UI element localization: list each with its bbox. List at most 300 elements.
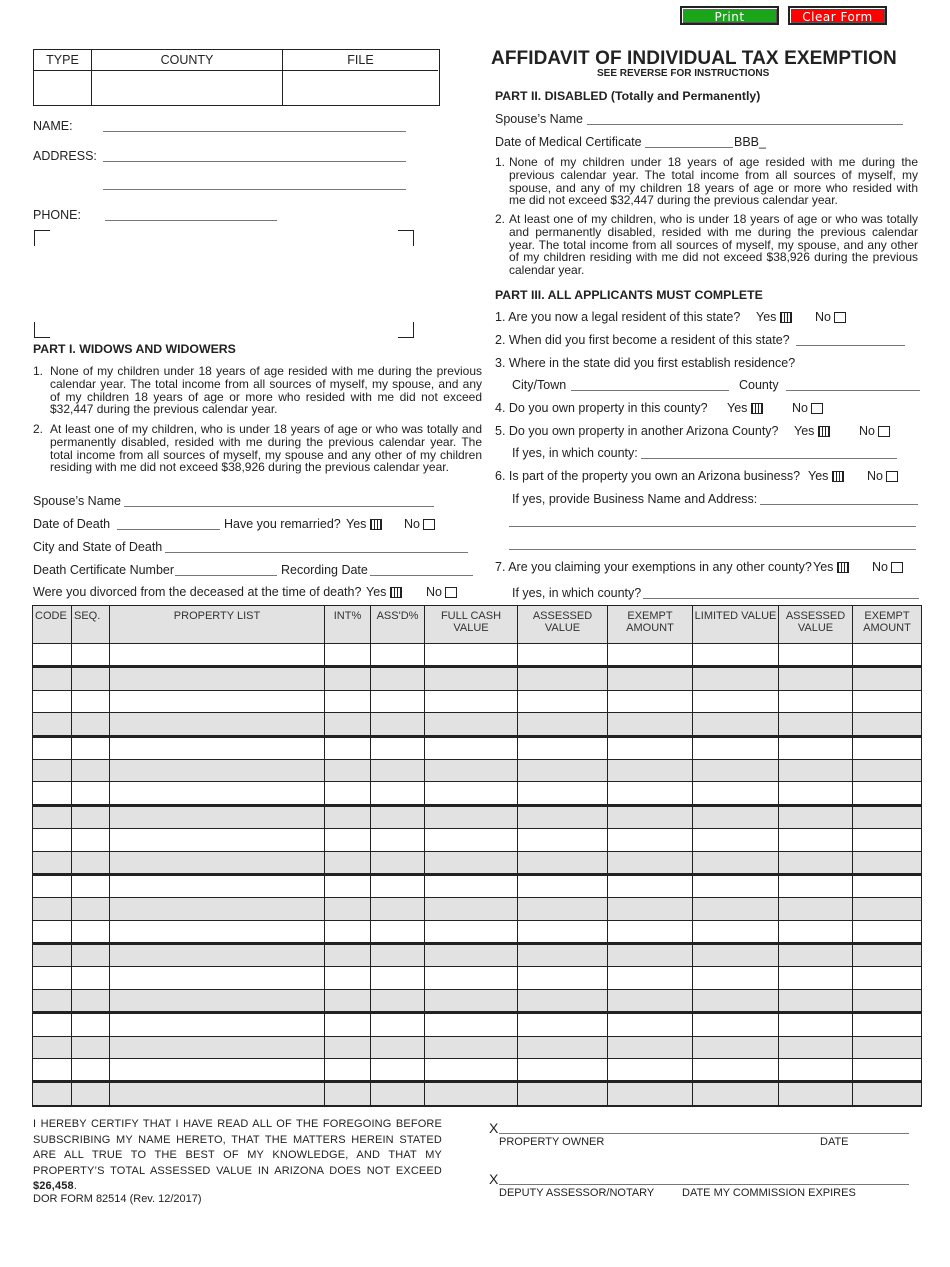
table-cell[interactable]: [110, 944, 325, 967]
file-field[interactable]: [283, 71, 438, 105]
table-cell[interactable]: [325, 690, 371, 712]
business-field-2[interactable]: [509, 526, 916, 527]
clear-form-button[interactable]: Clear Form: [788, 6, 887, 25]
table-cell[interactable]: [425, 644, 518, 667]
table-cell[interactable]: [72, 1059, 110, 1082]
table-cell[interactable]: [72, 944, 110, 967]
table-cell[interactable]: [72, 1013, 110, 1036]
table-cell[interactable]: [72, 1036, 110, 1058]
table-cell[interactable]: [110, 805, 325, 828]
table-cell[interactable]: [518, 920, 608, 943]
table-cell[interactable]: [693, 1059, 779, 1082]
table-cell[interactable]: [33, 690, 72, 712]
table-cell[interactable]: [425, 920, 518, 943]
q7-county-field[interactable]: [643, 598, 919, 599]
table-cell[interactable]: [371, 759, 425, 781]
table-cell[interactable]: [693, 805, 779, 828]
q5-no-checkbox[interactable]: [878, 426, 890, 437]
table-cell[interactable]: [72, 874, 110, 897]
table-cell[interactable]: [853, 874, 922, 897]
table-cell[interactable]: [371, 920, 425, 943]
table-cell[interactable]: [110, 851, 325, 874]
table-cell[interactable]: [608, 1013, 693, 1036]
table-cell[interactable]: [110, 898, 325, 920]
commission-expires-label: DATE MY COMMISSION EXPIRES: [682, 1187, 856, 1199]
table-cell[interactable]: [33, 713, 72, 736]
name-field[interactable]: [103, 131, 406, 132]
table-cell[interactable]: [371, 829, 425, 851]
table-cell[interactable]: [72, 967, 110, 989]
table-cell[interactable]: [853, 736, 922, 759]
table-cell[interactable]: [779, 782, 853, 805]
table-cell[interactable]: [72, 851, 110, 874]
table-cell[interactable]: [693, 713, 779, 736]
table-cell[interactable]: [518, 967, 608, 989]
table-cell[interactable]: [33, 667, 72, 690]
table-cell[interactable]: [371, 989, 425, 1012]
table-cell[interactable]: [693, 667, 779, 690]
table-cell[interactable]: [608, 920, 693, 943]
table-cell[interactable]: [110, 1082, 325, 1106]
print-button[interactable]: Print: [680, 6, 779, 25]
table-cell[interactable]: [608, 967, 693, 989]
divorced-no-checkbox[interactable]: [445, 587, 457, 598]
table-row: [33, 920, 922, 943]
table-cell[interactable]: [518, 644, 608, 667]
table-cell[interactable]: [325, 898, 371, 920]
table-cell[interactable]: [425, 944, 518, 967]
table-cell[interactable]: [518, 713, 608, 736]
table-cell[interactable]: [779, 967, 853, 989]
table-cell[interactable]: [110, 667, 325, 690]
table-cell[interactable]: [325, 667, 371, 690]
table-cell[interactable]: [325, 782, 371, 805]
table-cell[interactable]: [518, 874, 608, 897]
q3-label: 3. Where in the state did you first establish residence?: [495, 356, 796, 370]
q5-county-field[interactable]: [641, 458, 897, 459]
q1-yes-checkbox[interactable]: [780, 312, 792, 323]
table-row: [33, 898, 922, 920]
table-cell[interactable]: [72, 713, 110, 736]
table-cell[interactable]: [110, 644, 325, 667]
table-cell[interactable]: [325, 713, 371, 736]
table-cell[interactable]: [608, 1059, 693, 1082]
table-cell[interactable]: [608, 989, 693, 1012]
city-state-death-field[interactable]: [165, 552, 468, 553]
death-certificate-field[interactable]: [175, 575, 277, 576]
table-cell[interactable]: [608, 874, 693, 897]
recording-date-field[interactable]: [370, 575, 473, 576]
table-cell[interactable]: [110, 829, 325, 851]
table-cell[interactable]: [33, 829, 72, 851]
table-cell[interactable]: [325, 920, 371, 943]
table-cell[interactable]: [853, 1013, 922, 1036]
q6-yes-checkbox[interactable]: [832, 471, 844, 482]
table-cell[interactable]: [693, 644, 779, 667]
table-row: [33, 644, 922, 667]
table-cell[interactable]: [33, 1013, 72, 1036]
table-cell[interactable]: [779, 644, 853, 667]
table-cell[interactable]: [371, 805, 425, 828]
table-cell[interactable]: [779, 690, 853, 712]
table-cell[interactable]: [693, 967, 779, 989]
table-cell[interactable]: [110, 1036, 325, 1058]
table-cell[interactable]: [853, 690, 922, 712]
table-cell[interactable]: [72, 690, 110, 712]
table-cell[interactable]: [371, 944, 425, 967]
q4-no-checkbox[interactable]: [811, 403, 823, 414]
table-cell[interactable]: [33, 874, 72, 897]
q2-field[interactable]: [796, 345, 905, 346]
table-cell[interactable]: [518, 989, 608, 1012]
table-cell[interactable]: [608, 1082, 693, 1106]
table-cell[interactable]: [779, 667, 853, 690]
table-cell[interactable]: [425, 667, 518, 690]
table-cell[interactable]: [425, 782, 518, 805]
table-cell[interactable]: [693, 920, 779, 943]
table-cell[interactable]: [33, 759, 72, 781]
table-cell[interactable]: [608, 898, 693, 920]
certification-amount: $26,458: [33, 1180, 74, 1192]
table-cell[interactable]: [110, 713, 325, 736]
table-cell[interactable]: [693, 1013, 779, 1036]
table-cell[interactable]: [371, 736, 425, 759]
table-cell[interactable]: [110, 759, 325, 781]
table-cell[interactable]: [518, 1082, 608, 1106]
table-cell[interactable]: [33, 644, 72, 667]
table-row: [33, 829, 922, 851]
table-cell[interactable]: [72, 898, 110, 920]
table-cell[interactable]: [33, 1036, 72, 1058]
table-cell[interactable]: [518, 805, 608, 828]
table-cell[interactable]: [518, 782, 608, 805]
table-cell[interactable]: [693, 1036, 779, 1058]
table-cell[interactable]: [608, 1036, 693, 1058]
table-cell[interactable]: [693, 759, 779, 781]
table-row: [33, 1036, 922, 1058]
table-cell[interactable]: [72, 644, 110, 667]
q7-label: 7. Are you claiming your exemptions in any other county?: [495, 560, 812, 574]
table-cell[interactable]: [33, 736, 72, 759]
table-cell[interactable]: [325, 759, 371, 781]
table-cell[interactable]: [72, 805, 110, 828]
table-cell[interactable]: [325, 851, 371, 874]
table-cell[interactable]: [425, 989, 518, 1012]
table-cell[interactable]: [518, 690, 608, 712]
part1-item-1: [33, 365, 482, 416]
table-cell[interactable]: [608, 690, 693, 712]
table-cell[interactable]: [425, 851, 518, 874]
table-cell[interactable]: [608, 805, 693, 828]
table-cell[interactable]: [608, 644, 693, 667]
table-cell[interactable]: [325, 1082, 371, 1106]
table-cell[interactable]: [325, 944, 371, 967]
table-cell[interactable]: [518, 829, 608, 851]
table-cell[interactable]: [779, 736, 853, 759]
part2-spouse-field[interactable]: [587, 124, 903, 125]
table-cell[interactable]: [33, 782, 72, 805]
table-cell[interactable]: [853, 898, 922, 920]
table-cell[interactable]: [72, 829, 110, 851]
column-header: FULL CASH VALUE: [425, 606, 518, 644]
table-cell[interactable]: [518, 667, 608, 690]
county-field[interactable]: [92, 71, 283, 105]
q7-no-checkbox[interactable]: [891, 562, 903, 573]
table-cell[interactable]: [110, 920, 325, 943]
table-cell[interactable]: [33, 851, 72, 874]
table-cell[interactable]: [325, 967, 371, 989]
table-cell[interactable]: [853, 1036, 922, 1058]
table-cell[interactable]: [325, 644, 371, 667]
table-cell[interactable]: [371, 1059, 425, 1082]
table-cell[interactable]: [371, 874, 425, 897]
table-cell[interactable]: [779, 944, 853, 967]
county-field-part3[interactable]: [786, 390, 920, 391]
table-cell[interactable]: [853, 967, 922, 989]
remarried-no-checkbox[interactable]: [423, 519, 435, 530]
table-cell[interactable]: [425, 1059, 518, 1082]
table-cell[interactable]: [33, 1082, 72, 1106]
table-cell[interactable]: [72, 736, 110, 759]
table-cell[interactable]: [853, 713, 922, 736]
city-town-field[interactable]: [571, 390, 729, 391]
table-cell[interactable]: [779, 989, 853, 1012]
table-cell[interactable]: [72, 920, 110, 943]
table-cell[interactable]: [779, 805, 853, 828]
table-cell[interactable]: [72, 989, 110, 1012]
table-cell[interactable]: [33, 898, 72, 920]
table-cell[interactable]: [518, 1013, 608, 1036]
column-header: PROPERTY LIST: [110, 606, 325, 644]
business-field-3[interactable]: [509, 549, 916, 550]
table-cell[interactable]: [110, 967, 325, 989]
table-cell[interactable]: [72, 759, 110, 781]
phone-field[interactable]: [105, 220, 277, 221]
table-cell[interactable]: [110, 989, 325, 1012]
table-cell[interactable]: [325, 1059, 371, 1082]
medical-certificate-label: Date of Medical Certificate: [495, 135, 642, 149]
table-cell[interactable]: [371, 967, 425, 989]
table-cell[interactable]: [425, 1082, 518, 1106]
deputy-signature-field[interactable]: [499, 1184, 909, 1185]
table-cell[interactable]: [853, 944, 922, 967]
table-cell[interactable]: [72, 782, 110, 805]
q5-yes-checkbox[interactable]: [818, 426, 830, 437]
table-cell[interactable]: [72, 667, 110, 690]
q6-no-checkbox[interactable]: [886, 471, 898, 482]
table-cell[interactable]: [110, 1013, 325, 1036]
table-cell[interactable]: [110, 782, 325, 805]
table-cell[interactable]: [853, 644, 922, 667]
table-cell[interactable]: [608, 944, 693, 967]
table-cell[interactable]: [425, 829, 518, 851]
table-cell[interactable]: [371, 1082, 425, 1106]
table-cell[interactable]: [425, 736, 518, 759]
table-cell[interactable]: [693, 690, 779, 712]
table-row: [33, 851, 922, 874]
date-of-death-field[interactable]: [117, 529, 220, 530]
table-cell[interactable]: [33, 967, 72, 989]
column-header: ASSESSED VALUE: [779, 606, 853, 644]
q5-yes: [794, 424, 830, 438]
table-cell[interactable]: [371, 713, 425, 736]
address-field-2[interactable]: [103, 189, 406, 190]
table-cell[interactable]: [371, 898, 425, 920]
table-cell[interactable]: [518, 736, 608, 759]
table-cell[interactable]: [853, 667, 922, 690]
table-cell[interactable]: [608, 829, 693, 851]
remarried-label: Have you remarried?: [224, 517, 341, 531]
table-cell[interactable]: [853, 1059, 922, 1082]
table-cell[interactable]: [425, 874, 518, 897]
table-cell[interactable]: [110, 690, 325, 712]
table-cell[interactable]: [693, 736, 779, 759]
table-cell[interactable]: [853, 920, 922, 943]
table-cell[interactable]: [110, 874, 325, 897]
table-cell[interactable]: [779, 1036, 853, 1058]
part1-heading: PART I. WIDOWS AND WIDOWERS: [33, 342, 236, 356]
table-cell[interactable]: [853, 805, 922, 828]
table-cell[interactable]: [779, 1059, 853, 1082]
property-owner-signature-field[interactable]: [499, 1133, 909, 1134]
business-field-1[interactable]: [760, 504, 918, 505]
table-cell[interactable]: [608, 736, 693, 759]
address-field-1[interactable]: [103, 161, 406, 162]
q4-no: [792, 401, 823, 415]
table-cell[interactable]: [325, 736, 371, 759]
table-cell[interactable]: [518, 898, 608, 920]
table-cell[interactable]: [371, 1013, 425, 1036]
table-cell[interactable]: [33, 944, 72, 967]
table-cell[interactable]: [325, 989, 371, 1012]
q1-label: 1. Are you now a legal resident of this state?: [495, 310, 741, 324]
table-cell[interactable]: [693, 989, 779, 1012]
part1-item-2: [33, 423, 482, 474]
table-cell[interactable]: [518, 944, 608, 967]
table-cell[interactable]: [371, 1036, 425, 1058]
table-cell[interactable]: [608, 667, 693, 690]
type-header: TYPE: [34, 50, 92, 71]
certification-statement: [33, 1117, 442, 1195]
table-cell[interactable]: [33, 1059, 72, 1082]
table-cell[interactable]: [425, 805, 518, 828]
property-owner-label: PROPERTY OWNER: [499, 1136, 605, 1148]
type-field[interactable]: [34, 71, 92, 105]
table-cell[interactable]: [608, 759, 693, 781]
table-row: [33, 736, 922, 759]
table-cell[interactable]: [608, 713, 693, 736]
table-cell[interactable]: [518, 851, 608, 874]
table-row: [33, 967, 922, 989]
table-cell[interactable]: [33, 989, 72, 1012]
table-cell[interactable]: [693, 874, 779, 897]
table-cell[interactable]: [779, 898, 853, 920]
table-cell[interactable]: [371, 667, 425, 690]
table-cell[interactable]: [425, 898, 518, 920]
divorced-yes-checkbox[interactable]: [390, 587, 402, 598]
q4-yes-checkbox[interactable]: [751, 403, 763, 414]
medical-certificate-field[interactable]: [645, 147, 733, 148]
table-cell[interactable]: [425, 759, 518, 781]
table-cell[interactable]: [325, 829, 371, 851]
table-cell[interactable]: [853, 759, 922, 781]
q1-yes: [756, 310, 792, 324]
table-cell[interactable]: [518, 1059, 608, 1082]
table-cell[interactable]: [518, 759, 608, 781]
table-cell[interactable]: [110, 736, 325, 759]
q1-yes-label: Yes: [756, 310, 777, 324]
table-cell[interactable]: [693, 851, 779, 874]
q4-yes-label: Yes: [727, 401, 748, 415]
remarried-yes-label: Yes: [346, 517, 367, 531]
table-cell[interactable]: [325, 805, 371, 828]
table-cell[interactable]: [693, 1082, 779, 1106]
table-cell[interactable]: [425, 690, 518, 712]
table-cell[interactable]: [518, 1036, 608, 1058]
table-cell[interactable]: [779, 1013, 853, 1036]
table-cell[interactable]: [779, 874, 853, 897]
table-cell[interactable]: [693, 782, 779, 805]
table-cell[interactable]: [853, 1082, 922, 1106]
table-cell[interactable]: [72, 1082, 110, 1106]
table-cell[interactable]: [371, 690, 425, 712]
column-header: INT%: [325, 606, 371, 644]
table-cell[interactable]: [853, 851, 922, 874]
q6-label: 6. Is part of the property you own an Arizona business?: [495, 469, 801, 483]
table-cell[interactable]: [371, 782, 425, 805]
table-cell[interactable]: [371, 644, 425, 667]
corner-mark-top-right: [398, 230, 414, 246]
table-cell[interactable]: [110, 1059, 325, 1082]
deputy-assessor-label: DEPUTY ASSESSOR/NOTARY: [499, 1187, 655, 1199]
table-cell[interactable]: [425, 1036, 518, 1058]
table-cell[interactable]: [853, 829, 922, 851]
table-cell[interactable]: [693, 898, 779, 920]
owner-x-mark: X: [489, 1120, 499, 1136]
table-cell[interactable]: [693, 944, 779, 967]
q6-yes-label: Yes: [808, 469, 829, 483]
divorced-yes-label: Yes: [366, 585, 387, 599]
table-cell[interactable]: [608, 851, 693, 874]
table-cell[interactable]: [325, 874, 371, 897]
table-cell[interactable]: [779, 759, 853, 781]
table-cell[interactable]: [779, 851, 853, 874]
table-cell[interactable]: [33, 805, 72, 828]
table-cell[interactable]: [325, 1013, 371, 1036]
remarried-no-label: No: [404, 517, 420, 531]
table-cell[interactable]: [425, 713, 518, 736]
table-cell[interactable]: [779, 713, 853, 736]
table-cell[interactable]: [425, 1013, 518, 1036]
table-cell[interactable]: [33, 920, 72, 943]
table-cell[interactable]: [779, 920, 853, 943]
table-cell[interactable]: [608, 782, 693, 805]
table-cell[interactable]: [853, 782, 922, 805]
table-cell[interactable]: [371, 851, 425, 874]
remarried-yes-checkbox[interactable]: [370, 519, 382, 530]
q7-yes-checkbox[interactable]: [837, 562, 849, 573]
table-cell[interactable]: [425, 967, 518, 989]
q1-no-checkbox[interactable]: [834, 312, 846, 323]
part1-spouse-field[interactable]: [124, 506, 434, 507]
table-cell[interactable]: [325, 1036, 371, 1058]
table-cell[interactable]: [693, 829, 779, 851]
city-state-death-label: City and State of Death: [33, 540, 163, 554]
phone-label: PHONE:: [33, 208, 81, 222]
table-cell[interactable]: [779, 1082, 853, 1106]
table-cell[interactable]: [853, 989, 922, 1012]
table-cell[interactable]: [779, 829, 853, 851]
